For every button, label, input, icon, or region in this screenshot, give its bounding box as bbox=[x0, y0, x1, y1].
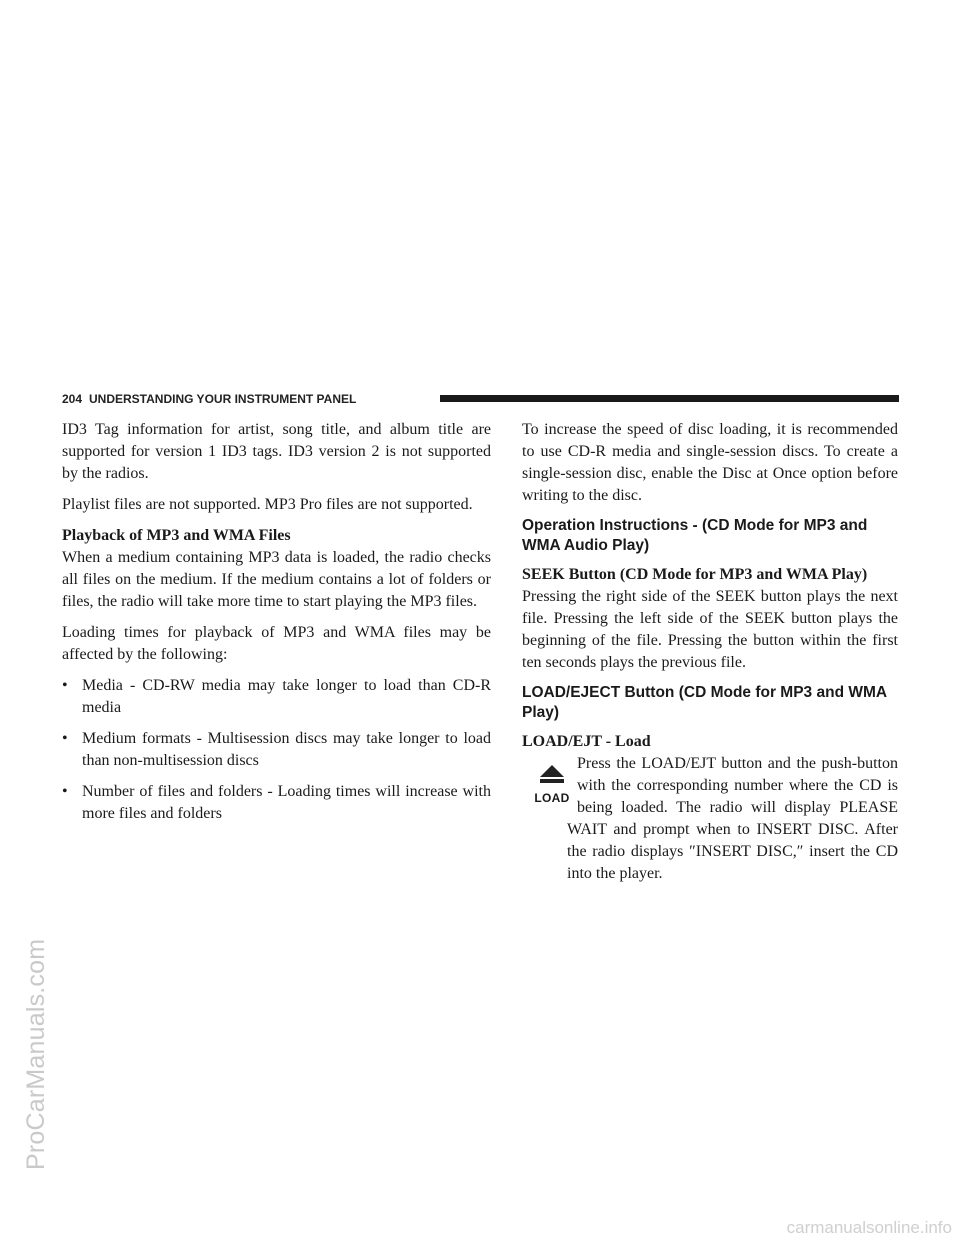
paragraph-medium-loaded: When a medium containing MP3 data is loaded, the radio checks all files on the medium. If the medium contains a lot of folders or files, the radio will take more time to start playing the MP3 files. bbox=[62, 549, 491, 610]
eject-bar bbox=[540, 779, 564, 783]
list-item bbox=[62, 728, 491, 772]
page-header bbox=[62, 391, 899, 407]
bullet-list bbox=[62, 675, 491, 825]
load-instructions bbox=[522, 753, 898, 885]
subheading-load: LOAD/EJT - Load bbox=[522, 733, 651, 750]
bullet-icon: • bbox=[62, 730, 68, 747]
footer-url: carmanualsonline.info bbox=[786, 1218, 952, 1237]
paragraph-disc-speed: To increase the speed of disc loading, it is recommended to use CD-R media and single-session discs. To create a single-session disc, enable the Disc at Once option before writing to the disc. bbox=[522, 421, 898, 504]
subheading-playback: Playback of MP3 and WMA Files bbox=[62, 527, 291, 544]
section-title: UNDERSTANDING YOUR INSTRUMENT PANEL bbox=[89, 392, 357, 406]
list-item-text: Medium formats - Multisession discs may take longer to load than non-multisession discs bbox=[82, 730, 491, 769]
eject-icon bbox=[527, 765, 577, 815]
right-column bbox=[522, 419, 898, 894]
watermark: ProCarManuals.com bbox=[22, 938, 50, 1170]
paragraph-loading-times: Loading times for playback of MP3 and WMA files may be affected by the following: bbox=[62, 624, 491, 663]
heading-load-eject: LOAD/EJECT Button (CD Mode for MP3 and WMA Play) bbox=[522, 684, 887, 721]
heading-operation-instructions: Operation Instructions - (CD Mode for MP3 and WMA Audio Play) bbox=[522, 517, 868, 554]
list-item bbox=[62, 675, 491, 719]
bullet-icon: • bbox=[62, 677, 68, 694]
header-rule bbox=[440, 395, 899, 402]
paragraph-load: Press the LOAD/EJT button and the push-button with the corresponding number where the CD is being loaded. The radio will display PLEASE WAIT and prompt when to INSERT DISC. After the radio displays ″INSERT DISC,″ insert the CD into the player. bbox=[567, 755, 898, 882]
list-item-text: Media - CD-RW media may take longer to load than CD-R media bbox=[82, 677, 491, 716]
list-item bbox=[62, 781, 491, 825]
page-number: 204 bbox=[62, 392, 83, 406]
load-icon-label: LOAD bbox=[534, 791, 570, 805]
list-item-text: Number of files and folders - Loading times will increase with more files and folders bbox=[82, 783, 491, 822]
paragraph-id3: ID3 Tag information for artist, song title, and album title are supported for version 1 ID3 tags. ID3 version 2 is not supported by the radios. bbox=[62, 421, 491, 482]
paragraph-seek: Pressing the right side of the SEEK button plays the next file. Pressing the left side of the SEEK button plays the beginning of the file. Pressing the button within the first ten seconds plays the previous file. bbox=[522, 588, 898, 671]
subheading-seek-button: SEEK Button (CD Mode for MP3 and WMA Play) bbox=[522, 566, 868, 583]
paragraph-playlist: Playlist files are not supported. MP3 Pro files are not supported. bbox=[62, 496, 473, 513]
eject-triangle bbox=[540, 765, 564, 777]
left-column bbox=[62, 419, 491, 834]
bullet-icon: • bbox=[62, 783, 68, 800]
